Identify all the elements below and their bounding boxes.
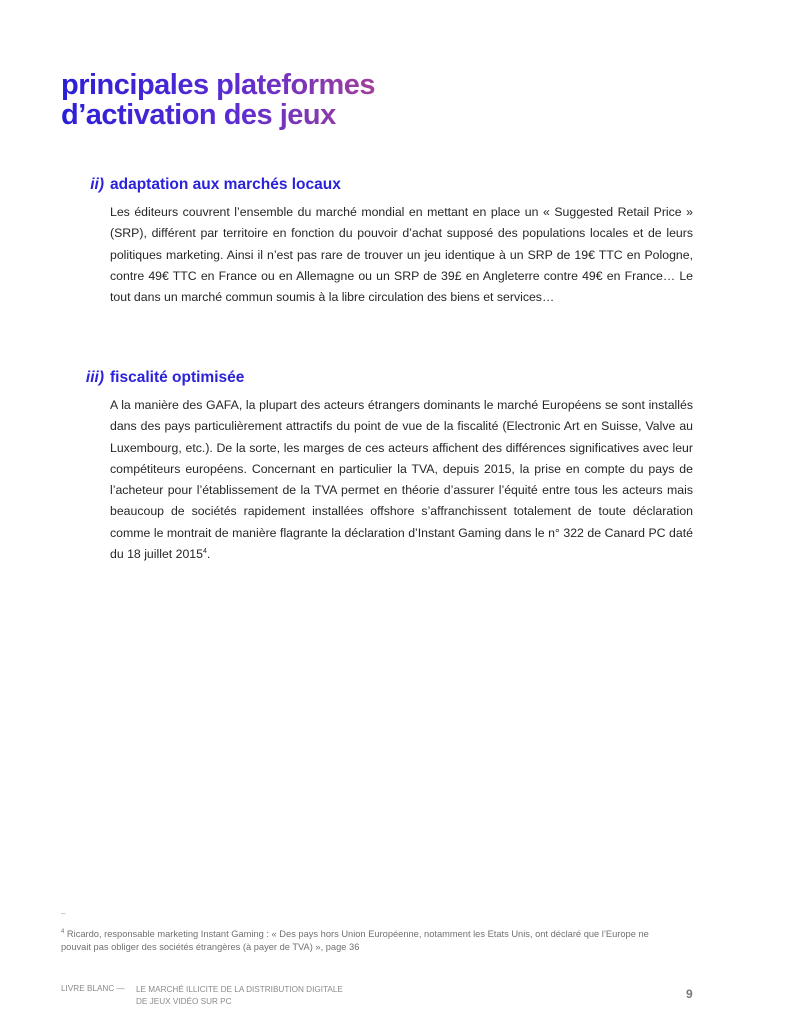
section-number: iii)	[85, 369, 104, 386]
section-tax-optimization	[0, 369, 800, 565]
footnote-text: Ricardo, responsable marketing Instant Gaming : « Des pays hors Union Européenne, notamment les Etats Unis, ont déclaré que l’Europe ne pouvait pas obliger des sociétés étrangères (à payer de TVA) », page 36	[61, 929, 649, 952]
footnote-divider: –	[61, 909, 66, 918]
section-market-adaptation	[0, 176, 800, 308]
section-body-text: Les éditeurs couvrent l’ensemble du marché mondial en mettant en place un « Suggested Retail Price » (SRP), différent par territoire en fonction du pouvoir d’achat supposé des populations locales et de leurs politiques marketing. Ainsi il n’est pas rare de trouver un jeu identique à un SRP de 19€ TTC en Pologne, contre 49€ TTC en France ou en Allemagne ou un SRP de 39£ en Angleterre contre 49€ en France… Le tout dans un marché commun soumis à la libre circulation des biens et services…	[110, 205, 693, 305]
footer-title-line-2: DE JEUX VIDÉO SUR PC	[136, 996, 232, 1006]
section-body-text	[110, 395, 693, 565]
section-heading	[0, 369, 800, 391]
footer-document-title	[136, 984, 343, 1007]
footnote-number: 4	[61, 928, 65, 935]
section-body-end: .	[206, 547, 211, 562]
footnote-reference: 4	[202, 547, 207, 555]
page-number: 9	[686, 987, 693, 1001]
page-title-line-1: principales plateformes	[61, 69, 376, 101]
page-title	[61, 70, 481, 130]
section-number: ii)	[90, 176, 104, 193]
section-title: adaptation aux marchés locaux	[110, 176, 341, 193]
footnote	[61, 928, 651, 953]
footer-publication: LIVRE BLANC —	[61, 984, 125, 993]
section-title: fiscalité optimisée	[110, 369, 245, 386]
section-heading	[0, 176, 800, 198]
section-body-main: A la manière des GAFA, la plupart des acteurs étrangers dominants le marché Européens se sont installés dans des pays particulièrement attractifs du point de vue de la fiscalité (Electronic Art en Suisse, Valve au Luxembourg, etc.). De la sorte, les marges de ces acteurs affichent des différences significatives avec leur compétiteurs européens. Concernant en particulier la TVA, depuis 2015, la prise en compte du pays de l’acheteur pour l’établissement de la TVA permet en théorie d’assurer l’équité entre tous les acteurs mais beaucoup de sociétés rapidement installées offshore s’affranchissent totalement de toute déclaration comme le montrait de manière flagrante la déclaration d’Instant Gaming dans le n° 322 de Canard PC daté du 18 juillet 2015	[110, 398, 693, 562]
page-title-line-2: d’activation des jeux	[61, 99, 336, 131]
footer-title-line-1: LE MARCHÉ ILLICITE DE LA DISTRIBUTION DIGITALE	[136, 985, 343, 994]
